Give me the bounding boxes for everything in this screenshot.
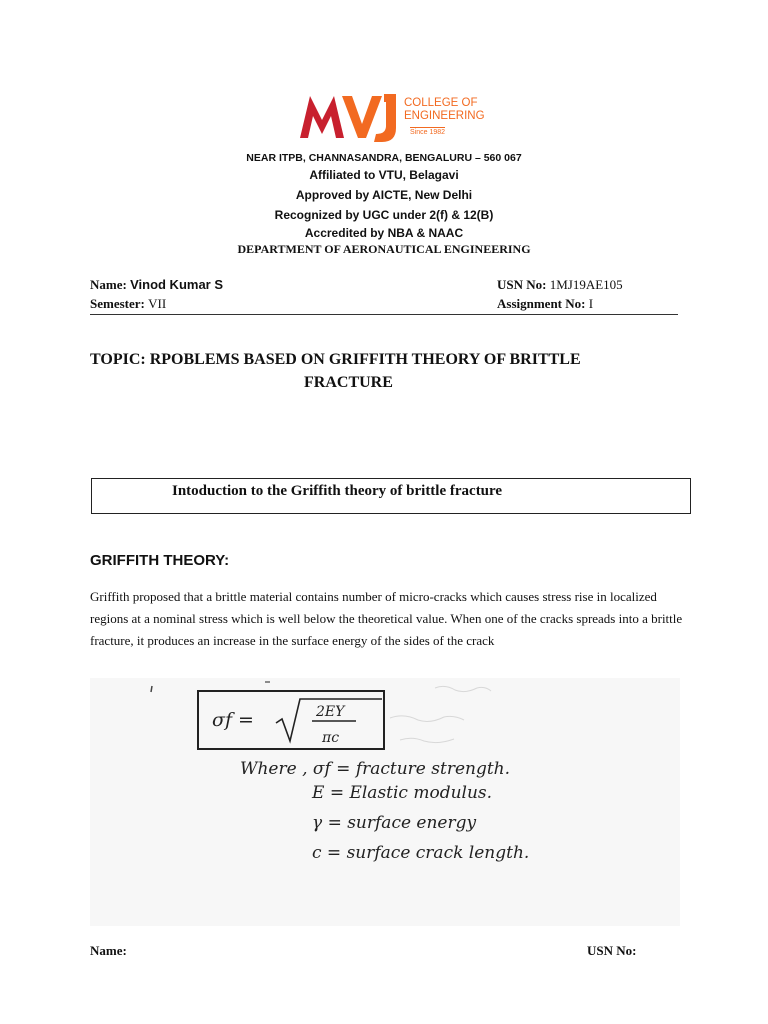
logo-college-text: COLLEGE OF xyxy=(404,97,478,109)
usn-value: 1MJ19AE105 xyxy=(549,277,623,292)
college-address: NEAR ITPB, CHANNASANDRA, BENGALURU – 560 067 xyxy=(246,152,522,164)
approval-line: Approved by AICTE, New Delhi xyxy=(295,188,473,202)
handwritten-notes-image xyxy=(90,678,680,926)
definition-line-3: γ = surface energy xyxy=(312,813,477,833)
name-value: Vinod Kumar S xyxy=(130,277,224,292)
student-semester xyxy=(90,296,166,312)
college-logo xyxy=(296,86,496,148)
affiliation-line: Affiliated to VTU, Belagavi xyxy=(309,168,459,182)
topic-heading xyxy=(90,348,650,394)
assignment-number xyxy=(497,296,593,312)
logo-text xyxy=(404,98,485,138)
intro-box xyxy=(91,478,691,514)
definition-line-1: Where , σf = fracture strength. xyxy=(240,759,511,779)
logo-since-text: Since 1982 xyxy=(410,129,446,136)
topic-line-1: TOPIC: RPOBLEMS BASED ON GRIFFITH THEORY OF BRITTLE xyxy=(90,351,581,368)
student-usn xyxy=(497,277,623,293)
definition-line-2: E = Elastic modulus. xyxy=(312,783,493,803)
accreditation-line: Accredited by NBA & NAAC xyxy=(304,226,464,240)
assignment-label: Assignment No: xyxy=(497,296,586,311)
semester-value: VII xyxy=(148,296,167,311)
section-paragraph: Griffith proposed that a brittle material contains number of micro-cracks which causes stress rise in localized regions at a nominal stress which is well below the theoretical value. When one of the cracks spreads into a brittle fracture, it produces an increase in the surface energy of the sides of the crack xyxy=(90,589,683,648)
section-heading: GRIFFITH THEORY: xyxy=(90,552,230,569)
semester-label: Semester: xyxy=(90,296,145,311)
name-label: Name: xyxy=(90,277,127,292)
assignment-value: I xyxy=(588,296,594,311)
formula-numerator: 2EY xyxy=(316,704,345,720)
recognition-line: Recognized by UGC under 2(f) & 12(B) xyxy=(274,208,494,222)
logo-engineering-text: ENGINEERING xyxy=(404,109,485,122)
definition-line-4: c = surface crack length. xyxy=(312,843,530,863)
formula-lhs: σf = xyxy=(212,709,254,731)
department-line: DEPARTMENT OF AERONAUTICAL ENGINEERING xyxy=(237,242,531,256)
formula-denominator: πc xyxy=(322,730,340,746)
footer-name-label: Name: xyxy=(90,943,127,958)
mvj-logo-mark xyxy=(296,86,406,148)
student-name xyxy=(90,277,223,293)
header-divider xyxy=(90,314,678,315)
topic-line-2: FRACTURE xyxy=(304,374,393,391)
usn-label: USN No: xyxy=(497,277,547,292)
footer-usn-label: USN No: xyxy=(587,943,637,958)
intro-title: Intoduction to the Griffith theory of brittle fracture xyxy=(172,483,503,499)
